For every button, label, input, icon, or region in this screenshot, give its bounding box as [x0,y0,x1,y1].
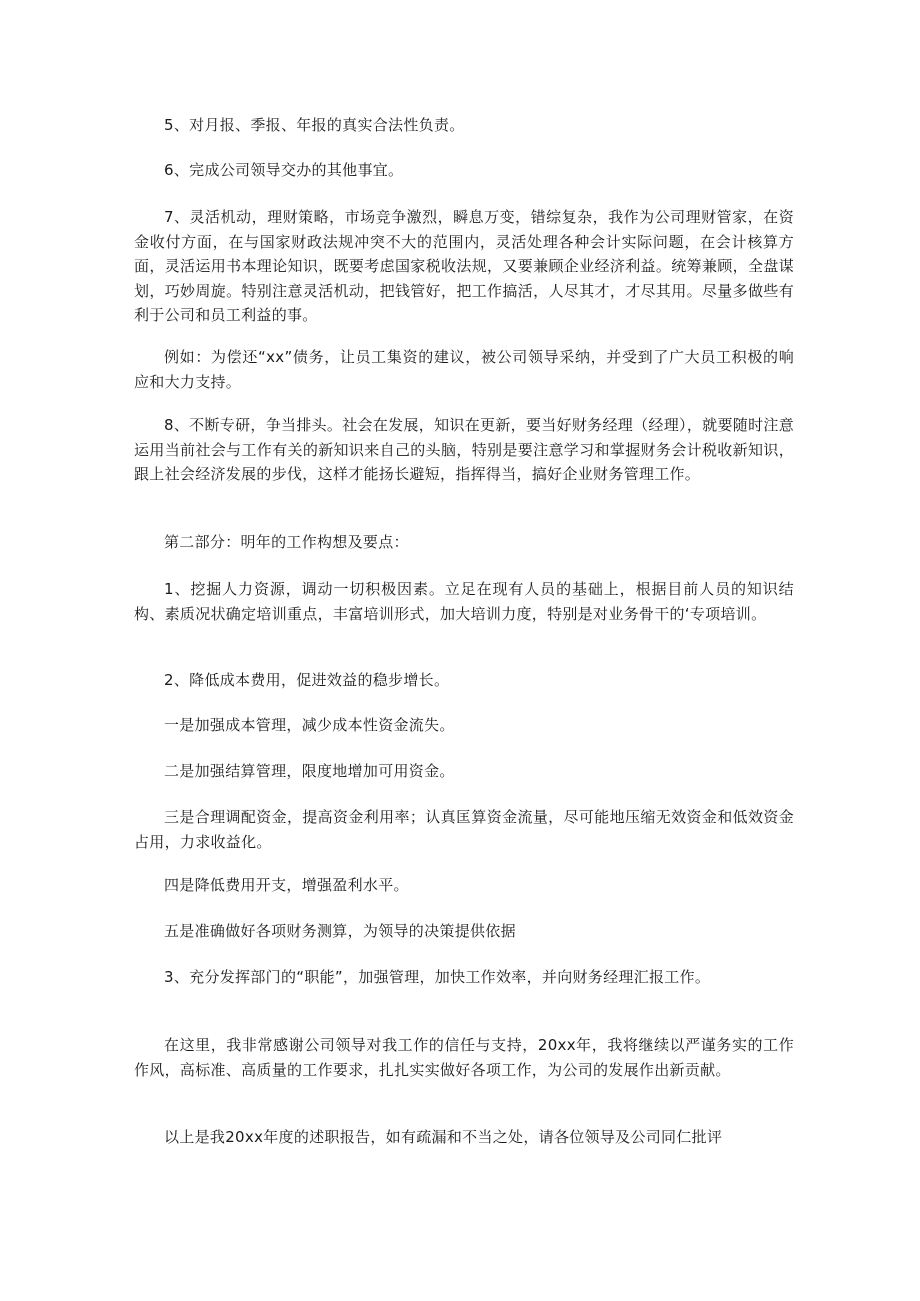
paragraph-plan-2: 2、降低成本费用，促进效益的稳步增长。 [164,671,450,689]
paragraph-sub-1: 一是加强成本管理，减少成本性资金流失。 [164,716,455,734]
paragraph-sub-4: 四是降低费用开支，增强盈利水平。 [164,876,409,894]
paragraph-plan-1: 1、挖掘人力资源，调动一切积极因素。立足在现有人员的基础上，根据目前人员的知识结构、素质况状确定培训重点，丰富培训形式，加大培训力度，特别是对业务骨干的‘专项培训。 [134,580,794,623]
paragraph-sub-2: 二是加强结算管理，限度地增加可用资金。 [164,762,455,780]
paragraph-sub-3: 三是合理调配资金，提高资金利用率；认真匡算资金流量，尽可能地压缩无效资金和低效资金占用，力求收益化。 [134,808,794,851]
paragraph-plan-3: 3、充分发挥部门的“职能”，加强管理，加快工作效率，并向财务经理汇报工作。 [164,968,711,986]
paragraph-sub-5: 五是准确做好各项财务测算，为领导的决策提供依据 [164,922,516,940]
paragraph-item-7: 7、灵活机动，理财策略，市场竞争激烈，瞬息万变，错综复杂，我作为公司理财管家，在资金收付方面，在与国家财政法规冲突不大的范围内，灵活处理各种会计实际问题，在会计核算方面，灵活运用书本理论知识，既要考虑国家税收法规，又要兼顾企业经济利益。统筹兼顾，全盘谋划，巧妙周旋。特别注意灵活机动，把钱管好，把工作搞活，人尽其才，才尽其用。尽量多做些有利于公司和员工利益的事。 [134,208,794,324]
paragraph-item-8: 8、不断专研，争当排头。社会在发展，知识在更新，要当好财务经理（经理），就要随时注意运用当前社会与工作有关的新知识来自己的头脑，特别是要注意学习和掌握财务会计税收新知识，跟上社会经济发展的步伐，这样才能扬长避短，指挥得当，搞好企业财务管理工作。 [134,416,794,483]
paragraph-item-5: 5、对月报、季报、年报的真实合法性负责。 [164,116,465,134]
paragraph-example: 例如：为偿还“xx”债务，让员工集资的建议，被公司领导采纳，并受到了广大员工积极的响应和大力支持。 [134,348,794,391]
section-heading-part-two: 第二部分：明年的工作构想及要点： [164,533,409,551]
paragraph-item-6: 6、完成公司领导交办的其他事宜。 [164,161,404,179]
paragraph-closing: 以上是我20xx年度的述职报告，如有疏漏和不当之处，请各位领导及公司同仁批评 [164,1128,723,1146]
paragraph-thanks: 在这里，我非常感谢公司领导对我工作的信任与支持，20xx年，我将继续以严谨务实的工作作风，高标准、高质量的工作要求，扎扎实实做好各项工作，为公司的发展作出新贡献。 [134,1036,794,1079]
